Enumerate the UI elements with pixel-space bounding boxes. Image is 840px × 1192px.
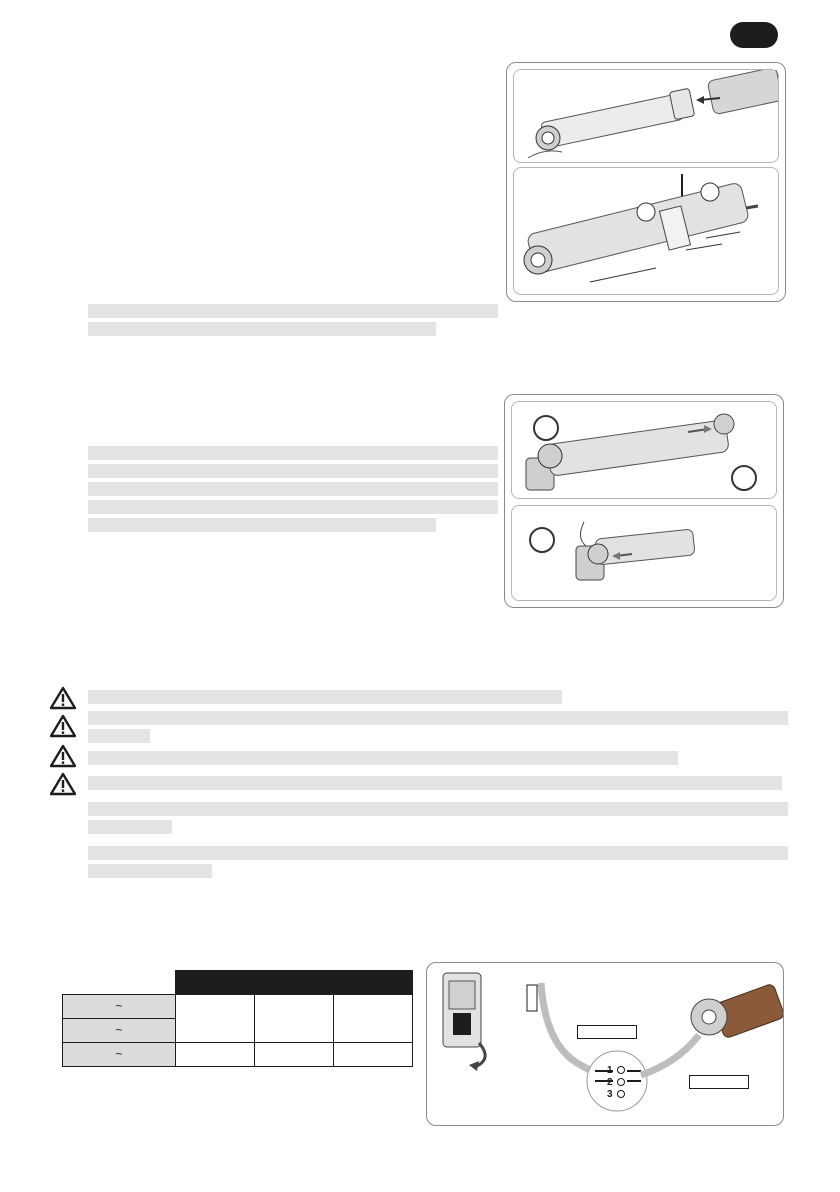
warning-icon (50, 686, 76, 710)
language-badge (730, 22, 778, 48)
highlight-bar (88, 304, 498, 318)
voltage-label-cell (63, 1018, 176, 1042)
motor-into-tube-illustration (514, 70, 778, 162)
callout-circle (533, 415, 559, 441)
motor-clip-illustration (512, 506, 776, 600)
highlight-bar (88, 464, 498, 478)
motor-head-icon (691, 983, 783, 1039)
highlight-bar (88, 802, 788, 816)
highlight-bar (88, 482, 498, 496)
table-cell (255, 1042, 334, 1066)
terminal-block (587, 1051, 647, 1111)
table-header-cell (176, 971, 255, 995)
callout-circle (731, 465, 757, 491)
highlight-bar (88, 322, 436, 336)
figure-step-slide-tube (513, 69, 779, 163)
highlight-bar (88, 690, 562, 704)
voltage-label-cell (63, 1042, 176, 1066)
highlight-bar (88, 711, 788, 725)
table-corner (63, 971, 176, 995)
highlight-bar (88, 518, 436, 532)
electrical-spec-table (62, 970, 413, 1067)
tube-screw-illustration (514, 168, 778, 294)
wiring-illustration (427, 963, 783, 1125)
warning-icon (50, 772, 76, 796)
table-row (63, 1042, 413, 1066)
figure-step-fix-crown (513, 167, 779, 295)
voltage-label-cell (63, 994, 176, 1018)
wire-label-box (577, 1025, 637, 1039)
cable-label-box (527, 985, 537, 1011)
figure-wiring-diagram (426, 962, 784, 1126)
circuit-breaker-icon (443, 973, 485, 1071)
terminal-label: 2 (607, 1077, 613, 1088)
table-header-row (63, 971, 413, 995)
table-header-cell (334, 971, 413, 995)
table-cell (334, 994, 413, 1042)
highlight-bar (88, 729, 150, 743)
ac-sine-icon: ~ (115, 1023, 123, 1037)
highlight-bar (88, 446, 498, 460)
highlight-bar (88, 500, 498, 514)
highlight-bar (88, 776, 782, 790)
wire-label-box (689, 1075, 749, 1089)
motor-cable (641, 1035, 699, 1075)
highlight-bar (88, 820, 172, 834)
callout-circle (529, 527, 555, 553)
figure-step-clip-motor (511, 505, 777, 601)
figure-motor-insertion (506, 62, 786, 302)
warning-icon (50, 714, 76, 738)
table-header-cell (255, 971, 334, 995)
highlight-bar (88, 864, 212, 878)
warning-icon (50, 744, 76, 768)
highlight-bar (88, 846, 788, 860)
ac-sine-icon: ~ (115, 999, 123, 1013)
highlight-bar (88, 751, 678, 765)
table-cell (334, 1042, 413, 1066)
figure-bracket-mounting (504, 394, 784, 608)
table-cell (176, 1042, 255, 1066)
table-cell (255, 994, 334, 1042)
terminal-label: 3 (607, 1089, 613, 1100)
ac-sine-icon: ~ (115, 1047, 123, 1061)
table-row (63, 994, 413, 1018)
table-cell (176, 994, 255, 1042)
